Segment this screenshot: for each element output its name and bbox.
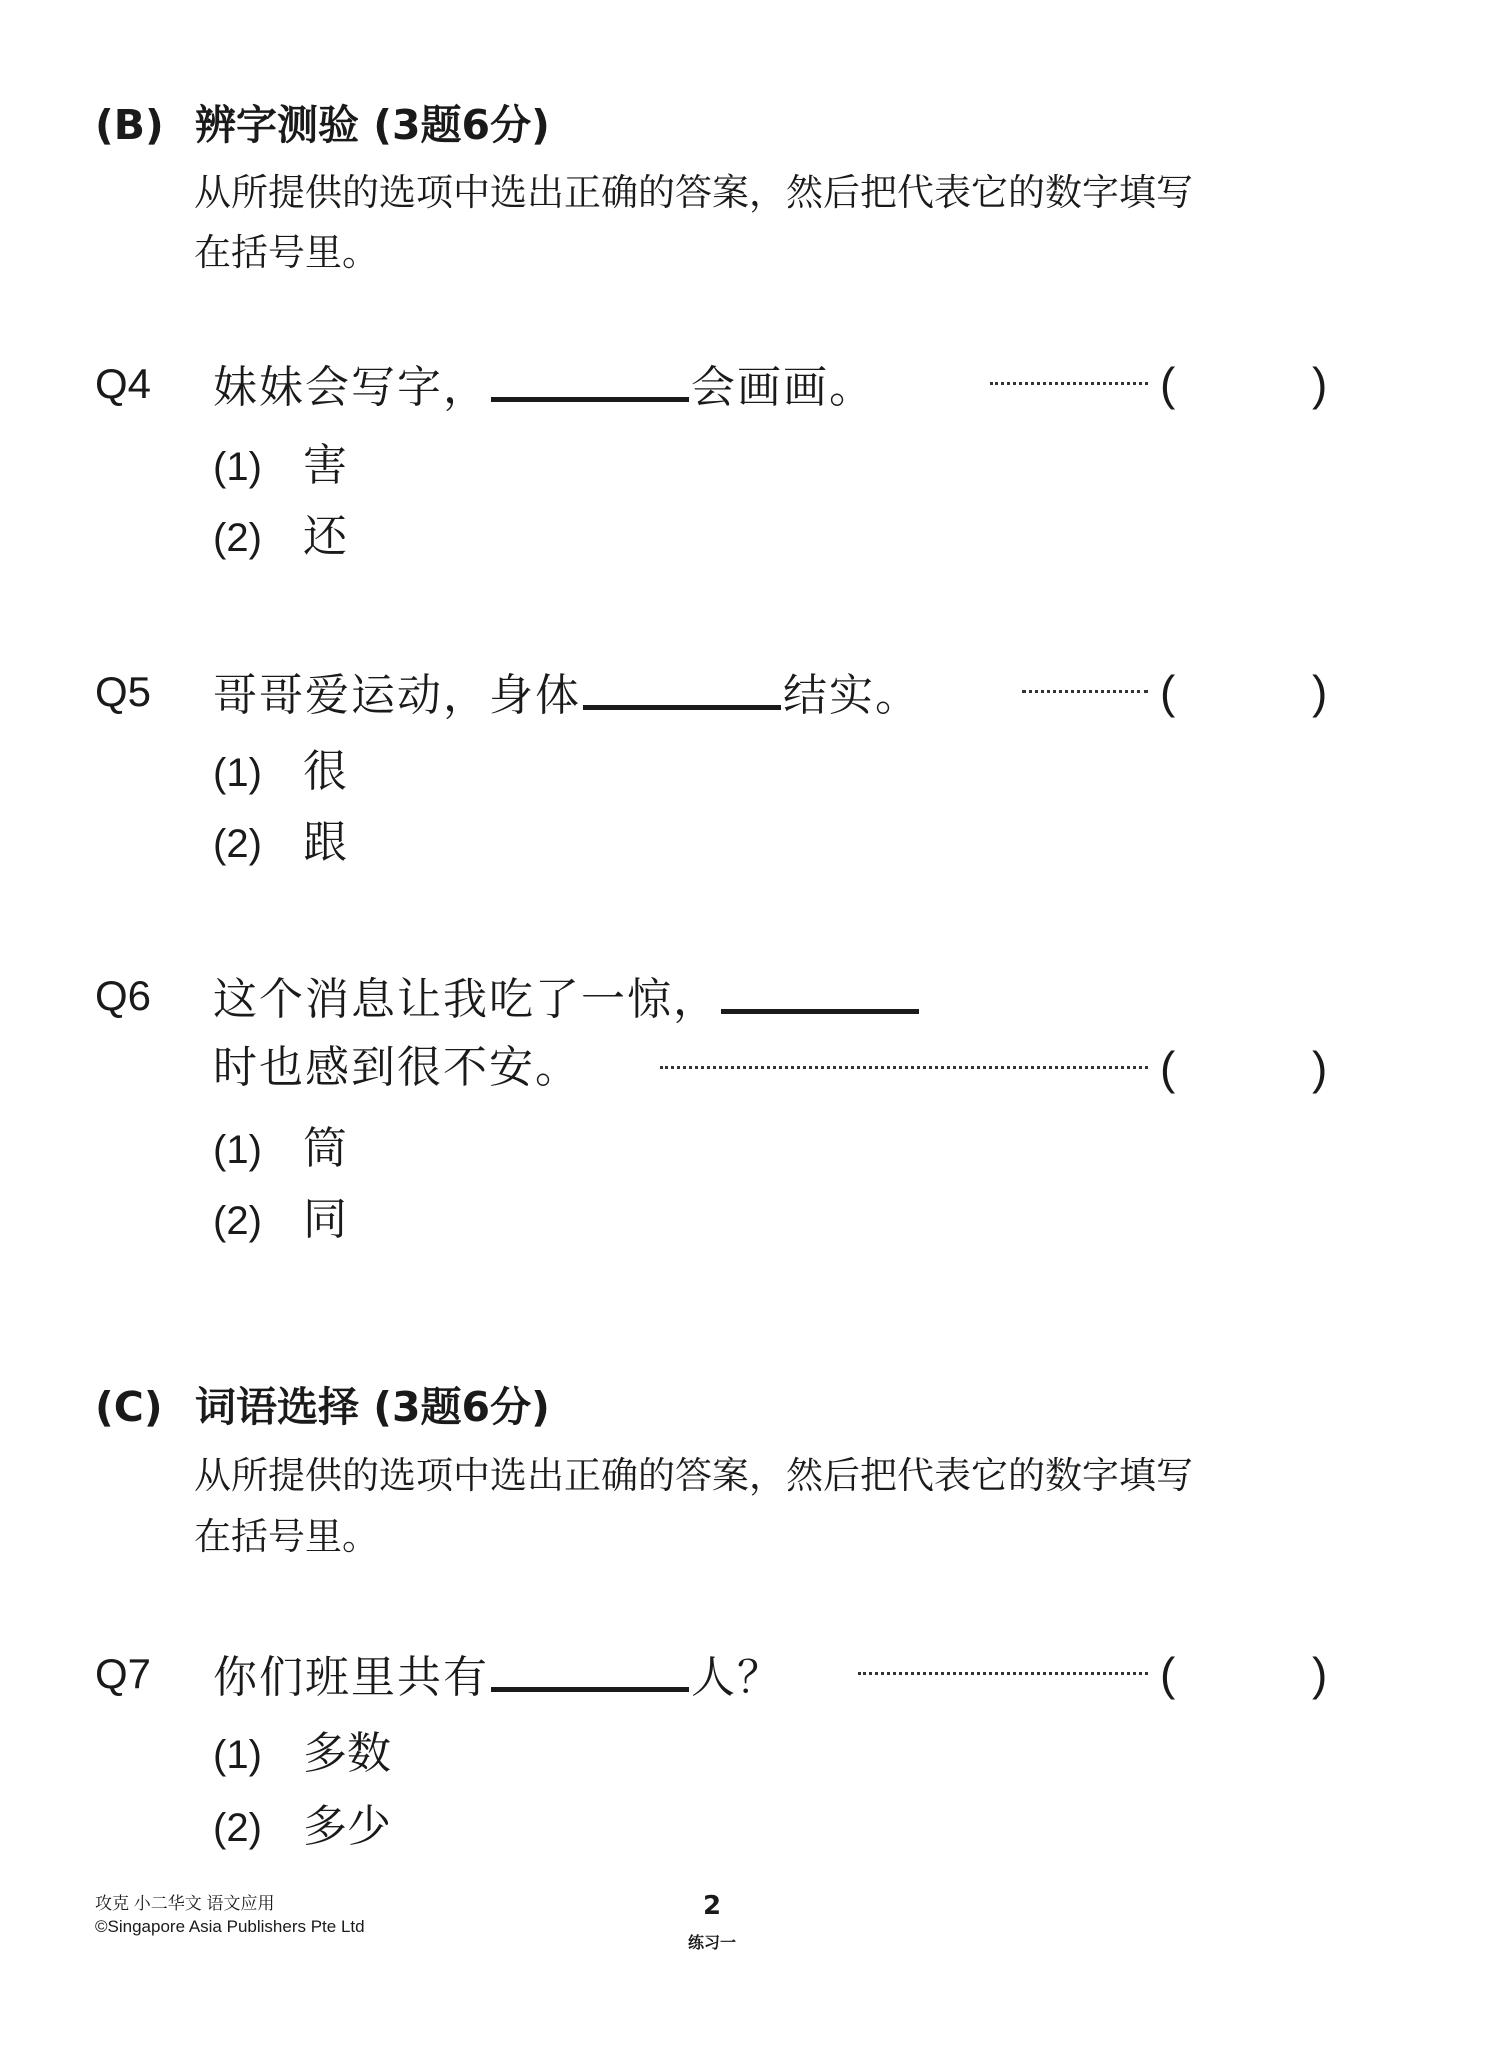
q4-fill-blank (491, 357, 689, 402)
q7-option-2: (2) 多少 (213, 1801, 391, 1852)
q5-after-blank: 结实。 (783, 670, 921, 721)
q6-option-1: (1) 筒 (213, 1123, 347, 1174)
section-b-heading (95, 100, 550, 150)
q4-answer-open-paren: ( (1160, 358, 1176, 410)
q6-answer-box[interactable] (1185, 1041, 1310, 1095)
q6-answer-close-paren: ) (1312, 1042, 1328, 1094)
section-c-heading (95, 1382, 550, 1432)
q5-answer-box[interactable] (1185, 665, 1310, 719)
q5-option-2: (2) 跟 (213, 817, 347, 868)
q7-fill-blank (491, 1647, 689, 1692)
q7-after-blank: 人？ (691, 1652, 783, 1703)
section-b-instruction-line1: 从所提供的选项中选出正确的答案，然后把代表它的数字填写 (194, 171, 1193, 214)
q6-leader-dots (660, 1066, 1148, 1069)
q6-option-2: (2) 同 (213, 1194, 347, 1245)
q5-before-blank: 哥哥爱运动，身体 (213, 670, 581, 721)
question-number-q7: Q7 (95, 1650, 152, 1697)
footer-exercise-label: 练习一 (688, 1933, 737, 1952)
question-text-q6-line1 (213, 969, 921, 1027)
q6-after-blank: 时也感到很不安。 (213, 1042, 581, 1093)
section-b-title: 辨字测验 (3题6分) (195, 101, 550, 149)
q7-answer-close-paren: ) (1312, 1648, 1328, 1700)
q4-answer-box[interactable] (1185, 357, 1310, 411)
q5-answer-close-paren: ) (1312, 666, 1328, 718)
q4-leader-dots (990, 382, 1148, 385)
question-text-q5 (213, 665, 921, 723)
q7-answer-open-paren: ( (1160, 1648, 1176, 1700)
question-text-q7 (213, 1647, 783, 1705)
question-number-q5: Q5 (95, 668, 152, 715)
q4-after-blank: 会画画。 (691, 362, 875, 413)
question-number-q6: Q6 (95, 972, 152, 1019)
q6-fill-blank (721, 969, 919, 1014)
page-number: 2 (703, 1891, 722, 1921)
question-text-q4 (213, 357, 875, 415)
q7-answer-box[interactable] (1185, 1647, 1310, 1701)
footer-book-title: 攻克 小二华文 语文应用 (95, 1894, 275, 1913)
section-c-instruction-line1: 从所提供的选项中选出正确的答案，然后把代表它的数字填写 (194, 1454, 1193, 1497)
q4-answer-close-paren: ) (1312, 358, 1328, 410)
q4-before-blank: 妹妹会写字， (213, 362, 489, 413)
q6-answer-open-paren: ( (1160, 1042, 1176, 1094)
question-number-q4: Q4 (95, 360, 152, 407)
footer-copyright: ©Singapore Asia Publishers Pte Ltd (95, 1917, 365, 1936)
q4-option-2: (2) 还 (213, 511, 347, 562)
q6-before-blank: 这个消息让我吃了一惊， (213, 974, 719, 1025)
q7-option-1: (1) 多数 (213, 1728, 391, 1779)
q5-fill-blank (583, 665, 781, 710)
q7-before-blank: 你们班里共有 (213, 1652, 489, 1703)
section-b-label: (B) (95, 101, 164, 149)
section-c-label: (C) (95, 1383, 163, 1431)
q7-leader-dots (858, 1672, 1148, 1675)
q5-answer-open-paren: ( (1160, 666, 1176, 718)
q4-option-1: (1) 害 (213, 440, 347, 491)
q5-leader-dots (1022, 690, 1148, 693)
section-c-instruction-line2: 在括号里。 (194, 1515, 379, 1558)
section-c-title: 词语选择 (3题6分) (195, 1383, 550, 1431)
q5-option-1: (1) 很 (213, 746, 347, 797)
section-b-instruction-line2: 在括号里。 (194, 231, 379, 274)
